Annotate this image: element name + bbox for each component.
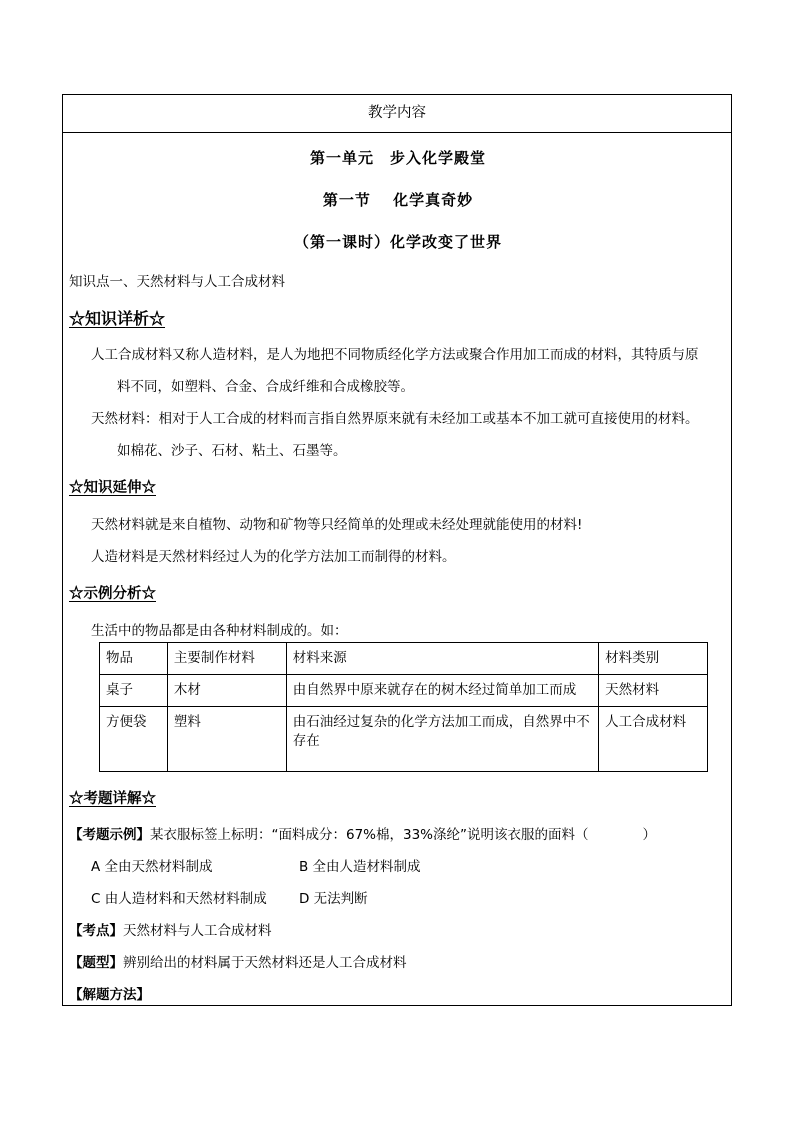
table-header-cell: 主要制作材料 [167, 643, 286, 675]
table-cell: 塑料 [167, 707, 286, 772]
exam-type-label: 【题型】 [69, 955, 123, 971]
detail-line-3: 天然材料：相对于人工合成的材料而言指自然界原来就有未经加工或基本不加工就可直接使用的材料。 [91, 411, 699, 427]
table-header-cell: 物品 [100, 643, 168, 675]
table-cell: 人工合成材料 [599, 707, 708, 772]
material-table [99, 642, 708, 772]
extend-line-1: 天然材料就是来自植物、动物和矿物等只经简单的处理或未经处理就能使用的材料! [91, 517, 583, 533]
section-title: 第一节 化学真奇妙 [322, 191, 474, 209]
exam-type-text: 辨别给出的材料属于天然材料还是人工合成材料 [123, 955, 407, 971]
option-a: A 全由天然材料制成 [91, 859, 213, 875]
detail-line-4: 如棉花、沙子、石材、粘土、石墨等。 [117, 443, 347, 459]
exam-type-line [69, 951, 407, 971]
example-intro: 生活中的物品都是由各种材料制成的。如： [91, 623, 348, 639]
table-row [100, 675, 708, 707]
table-cell: 由石油经过复杂的化学方法加工而成，自然界中不存在 [286, 707, 598, 772]
exam-method-label: 【解题方法】 [69, 987, 150, 1003]
table-row [100, 707, 708, 772]
extend-line-2: 人造材料是天然材料经过人为的化学方法加工而制得的材料。 [91, 549, 456, 565]
exam-example-label: 【考题示例】 [69, 827, 150, 843]
table-cell: 天然材料 [599, 675, 708, 707]
knowledge-point: 知识点一、天然材料与人工合成材料 [69, 274, 285, 290]
table-header-cell: 材料类别 [599, 643, 708, 675]
section-heading-example: ☆示例分析☆ [69, 585, 156, 602]
option-b: B 全由人造材料制成 [299, 859, 421, 875]
header-title: 教学内容 [63, 95, 731, 133]
table-header-cell: 材料来源 [286, 643, 598, 675]
exam-point-text: 天然材料与人工合成材料 [123, 923, 272, 939]
content-frame [62, 94, 732, 1006]
option-d: D 无法判断 [299, 891, 368, 907]
exam-question: 某衣服标签上标明：“面料成分：67%棉，33%涤纶”说明该衣服的面料（ ） [150, 827, 656, 843]
table-cell: 方便袋 [100, 707, 168, 772]
lesson-title: （第一课时）化学改变了世界 [293, 233, 502, 251]
table-cell: 木材 [167, 675, 286, 707]
exam-point-label: 【考点】 [69, 923, 123, 939]
unit-title: 第一单元 步入化学殿堂 [309, 149, 486, 167]
table-cell: 由自然界中原来就存在的树木经过简单加工而成 [286, 675, 598, 707]
table-cell: 桌子 [100, 675, 168, 707]
section-heading-detail: ☆知识详析☆ [69, 309, 166, 328]
section-heading-extend: ☆知识延伸☆ [69, 479, 156, 496]
table-header-row [100, 643, 708, 675]
option-c: C 由人造材料和天然材料制成 [91, 891, 267, 907]
detail-line-2: 料不同，如塑料、合金、合成纤维和合成橡胶等。 [117, 379, 414, 395]
section-heading-exam: ☆考题详解☆ [69, 790, 156, 807]
detail-line-1: 人工合成材料又称人造材料，是人为地把不同物质经化学方法或聚合作用加工而成的材料，其特质与原 [91, 347, 699, 363]
exam-question-line [69, 823, 656, 843]
exam-point-line [69, 919, 272, 939]
